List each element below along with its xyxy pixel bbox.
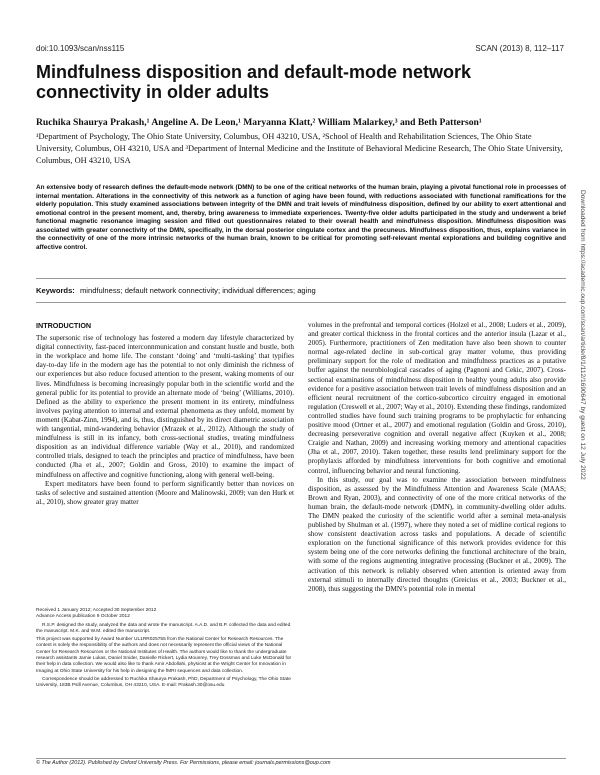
abstract: An extensive body of research defines the default-mode network (DMN) to be one of the critical networks of the human brain, playing a pivotal functional role in processes of internal mentation. Alterations in the connectivity of this network as a function of aging have been found, with reductions associated with functional ramifications for the elderly population. This study examined associations between integrity of the DMN and trait levels of mindfulness disposition, defined by our ability to exert attentional and emotional control in the present moment, and, thereby, bring awareness to immediate experiences. Twenty-five older adults participated in the study and underwent a brief functional magnetic resonance imaging session and filled out questionnaires related to their overall health and mindfulness disposition. Mindfulness disposition was associated with greater connectivity of the DMN, specifically, in the dorsal posterior cingulate cortex and the precuneus. Mindfulness disposition, thus, explains variance in the connectivity of one of the more intrinsic networks of the human brain, known to be critical for promoting self-relevant mental explorations and building cognitive and affective control.	[36, 184, 566, 251]
footer-divider	[36, 758, 566, 759]
author-contributions: R.S.P. designed the study, analyzed the data and wrote the manuscript. A.A.D. and B.P. collected the data and edited the manuscript. M.K. and W.M. edited the manuscript.	[36, 622, 291, 634]
download-watermark-text: Downloaded from https://academic.oup.com/scan/article/8/1/112/1690647 by guest on 12 July 2022	[579, 190, 586, 480]
received-date: Received 1 January 2012; Accepted 30 September 2012	[36, 608, 157, 613]
copyright-notice: © The Author (2012). Published by Oxford University Press. For Permissions, please email: journals.permissions@oup.com	[36, 760, 331, 766]
journal-citation: SCAN (2013) 8, 112–117	[475, 44, 564, 53]
funding-note: This project was supported by Award Number UL1RR025755 from the National Center for Research Resources. The content is solely the responsibility of the authors and does not necessarily represent the official views of the National Center for Research Resources or the National Institutes of Health. The authors would like to thank the undergraduate research assistants Jamie Lukas, Daniel Snider, Danielle Rickert, Lydia Mounrey, Trey Dossman and Luke McDonald for their help in data collection. We would also like to thank Amir Abdollahi, physicist at the Wright Center for Innovation in Imaging at Ohio State University for his help in designing the fMRI sequences and data collection.	[36, 637, 292, 674]
keywords	[36, 286, 566, 296]
author-list: Ruchika Shaurya Prakash,¹ Angeline A. De Leon,¹ Maryanna Klatt,² William Malarkey,³ and Beth Patterson¹	[36, 117, 482, 128]
paper-title: Mindfulness disposition and default-mode network connectivity in older adults	[36, 62, 472, 102]
affiliations: ¹Department of Psychology, The Ohio State University, Columbus, OH 43210, USA, ²School of Health and Rehabilitation Sciences, The Ohio State University, Columbus, OH 43210, USA and ³Department of Internal Medicine and the Institute of Behavioral Medicine Research, The Ohio State University, Columbus, OH 43210, USA	[36, 132, 563, 165]
keywords-divider-top	[36, 278, 566, 279]
article-notes	[36, 608, 294, 692]
intro-paragraph-2: Expert meditators have been found to perform significantly better than novices on tasks of selective and sustained attention (Moore and Malinowski, 2009; van den Hurk et al., 2010), show greater gray matter	[36, 479, 294, 506]
keywords-label: Keywords:	[36, 286, 75, 295]
advance-access-date: Advance Access publication 9 October 2012	[36, 614, 130, 620]
section-heading-introduction: INTRODUCTION	[36, 321, 92, 330]
doi-link[interactable]: doi:10.1093/scan/nss115	[36, 44, 125, 53]
keywords-text: mindfulness; default network connectivity; individual differences; aging	[79, 286, 316, 295]
keywords-divider-bottom	[36, 302, 566, 303]
intro-paragraph-1: The supersonic rise of technology has fostered a modern day lifestyle characterized by digital connectivity, fast-paced interconnmunication and constant hustle and bustle, both in the workplace and home life. The constant ‘doing’ and ‘multi-tasking’ that typifies day-to-day life in the modern age has the potential to not only diminish the richness of our experiences but also reduce focused attention to the present, waking moments of our lives. Mindfulness is becoming increasingly popular both in the scientific world and the general public for its potential to provide an alternate mode of ‘being’ (Williams, 2010). Defined as the ability to experience the present moment in its entirety, mindfulness involves paying attention to internal and external phenomena as they unfold, moment by moment (Kabat-Zinn, 1994), and is, thus, distinguished by its direct diametric association with tangential, mind-wandering behavior (Mrazek et al., 2012). Although the study of mindfulness is still in its infancy, both cross-sectional studies, treating mindfulness disposition as an individual difference variable (Way et al., 2010), and randomized controlled trials, designed to teach the principles and practice of mindfulness, have been conducted (Jha et al., 2007; Goldin and Gross, 2010) to examine the impact of mindfulness on affective and cognitive functioning, along with general well-being.	[36, 334, 294, 479]
left-column	[36, 321, 294, 507]
page-header	[36, 44, 564, 54]
right-column	[308, 321, 566, 594]
download-watermark	[576, 190, 588, 590]
intro-paragraph-4: In this study, our goal was to examine the association between mindfulness disposition, as assessed by the Mindfulness Attention and Awareness Scale (MAAS; Brown and Ryan, 2003), and connectivity of one of the more critical networks of the human brain, the default-mode network (DMN), in community-dwelling older adults. The DMN peaked the curiosity of the scientific world after a seminal meta-analysis published by Shulman et al. (1997), where they noted a set of midline cortical regions to show consistent deactivation across tasks and populations. A decade of scientific exploration on the functional significance of this network provides evidence for this system being one of the core networks defining the functional architecture of the brain, with some of the regions augmenting integrative processing (Buckner et al., 2009). The activation of this network is reliably observed when attention is oriented away from external stimuli to internally directed thoughts (Greicius et al., 2003; Buckner et al., 2008), thus suggesting the DMN’s potential role in mental	[308, 475, 566, 593]
correspondence-note: Correspondence should be addressed to Ruchika Shaurya Prakash, PhD, Department of Psychology, The Ohio State University, 183B Psill Avenue, Columbus, OH 43210, USA. E-mail: Prakash.30@osu.edu	[36, 676, 291, 689]
intro-paragraph-3: volumes in the prefrontal and temporal cortices (Holzel et al., 2008; Luders et al., 2009), and greater cortical thickness in the frontal cortices and the anterior insula (Lazar et al., 2005). Furthermore, practitioners of Zen meditation have also been shown to counter normal age-related decline in sub-cortical gray matter volume, thus providing preliminary support for the role of meditation and mindfulness practices as a putative buffer against the neurobiological cascades of aging (Pagnoni and Cekic, 2007). Cross-sectional examinations of mindfulness disposition in healthy young adults also provide evidence for a positive association between trait levels of mindfulness disposition and an efficient neural recruitment of the cortico-subcortico circuitry engaged in emotional regulation (Creswell et al., 2007; Way et al., 2010). Extending these findings, randomized controlled studies have found such training programs to be prophylactic for enhancing positive mood (Ortner et al., 2007) and emotional regulation (Goldin and Gross, 2010), decreasing perseverative cognition and overall negative affect (Kuyken et al., 2008; Craigie and Nathan, 2009) and increasing working memory and attentional capacities (Jha et al., 2007, 2010). Taken together, these results lend preliminary support for the prophylaxis afforded by mindfulness interventions for both cognitive and emotional control, influencing behavior and neural functioning.	[308, 321, 566, 475]
